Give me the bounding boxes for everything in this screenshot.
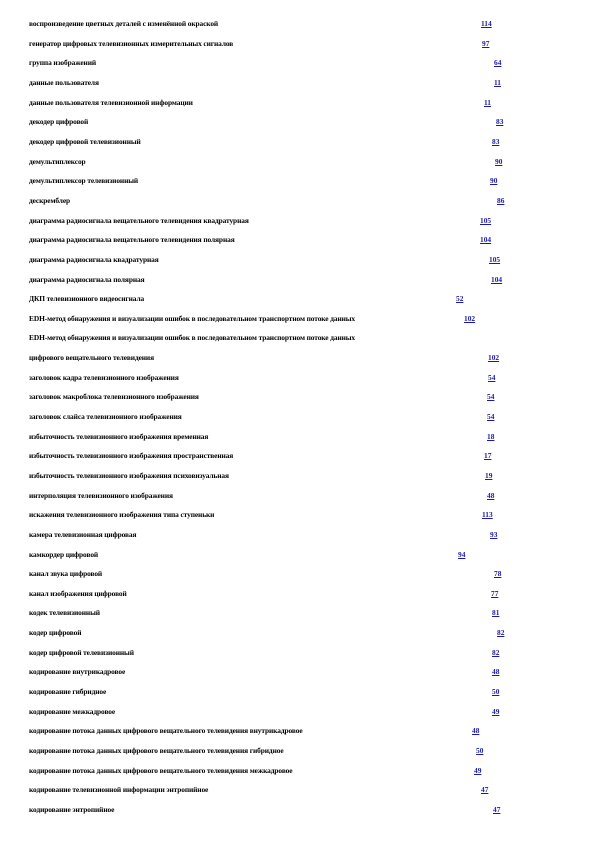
index-entry [0,233,595,247]
index-term: кодирование потока данных цифрового вещательного телевидения гибридное [29,746,284,755]
index-entry [0,567,595,581]
index-entry [0,155,595,169]
index-entry [0,803,595,817]
page-number-link[interactable]: 78 [494,569,502,578]
page-number-link[interactable]: 49 [474,766,482,775]
page-number-link[interactable]: 83 [492,137,500,146]
page-number-link[interactable]: 82 [497,628,505,637]
page-number-link[interactable]: 113 [482,510,493,519]
index-entry [0,96,595,110]
index-term: диаграмма радиосигнала полярная [29,275,145,284]
index-entry [0,764,595,778]
index-entry [0,685,595,699]
index-term: кодер цифровой телевизионный [29,648,134,657]
page-number-link[interactable]: 102 [464,314,476,323]
page-number-link[interactable]: 11 [494,78,501,87]
index-term: кодек телевизионный [29,608,100,617]
page-number-link[interactable]: 47 [493,805,501,814]
page-number-link[interactable]: 18 [487,432,495,441]
page-number-link[interactable]: 83 [496,117,504,126]
index-entry [0,548,595,562]
index-term: декодер цифровой [29,117,89,126]
index-entry [0,371,595,385]
page-number-link[interactable]: 49 [492,707,500,716]
page-number-link[interactable]: 90 [495,157,503,166]
page-number-link[interactable]: 105 [489,255,501,264]
index-term: диаграмма радиосигнала квадратурная [29,255,159,264]
index-entry [0,410,595,424]
index-entry [0,37,595,51]
index-term: избыточность телевизионного изображения временная [29,432,209,441]
page-number-link[interactable]: 52 [456,294,464,303]
page-number-link[interactable]: 94 [458,550,466,559]
page-number-link[interactable]: 47 [481,785,489,794]
index-entry [0,312,595,326]
index-entry [0,331,595,345]
index-term: кодирование внутрикадровое [29,667,126,676]
index-entry [0,56,595,70]
index-term: ДКП телевизионного видеосигнала [29,294,145,303]
index-term: цифрового вещательного телевидения [29,353,154,362]
index-term: заголовок макроблока телевизионного изображения [29,392,199,401]
index-term: диаграмма радиосигнала вещательного телевидения квадратурная [29,216,249,225]
index-term: заголовок кадра телевизионного изображения [29,373,179,382]
index-entry [0,214,595,228]
index-entry [0,705,595,719]
index-entry [0,390,595,404]
index-entry [0,665,595,679]
index-entry [0,430,595,444]
index-entry [0,489,595,503]
index-term: камкордер цифровой [29,550,99,559]
index-term: избыточность телевизионного изображения психовизуальная [29,471,229,480]
index-entry [0,351,595,365]
index-term: кодер цифровой [29,628,82,637]
page-number-link[interactable]: 104 [491,275,503,284]
page-number-link[interactable]: 90 [490,176,498,185]
index-term: генератор цифровых телевизионных измерительных сигналов [29,39,234,48]
index-term: кодирование потока данных цифрового вещательного телевидения межкадровое [29,766,293,775]
index-entry [0,76,595,90]
index-term: демультиплексор телевизионный [29,176,139,185]
index-term: декодер цифровой телевизионный [29,137,141,146]
page-number-link[interactable]: 54 [487,392,495,401]
index-entry [0,449,595,463]
index-entry [0,606,595,620]
page-number-link[interactable]: 93 [490,530,498,539]
page-number-link[interactable]: 48 [487,491,495,500]
page-number-link[interactable]: 102 [488,353,500,362]
page-number-link[interactable]: 11 [484,98,491,107]
index-entry [0,508,595,522]
page-number-link[interactable]: 64 [494,58,502,67]
index-term: канал изображения цифровой [29,589,127,598]
index-term: интерполяция телевизионного изображения [29,491,173,500]
index-entry [0,292,595,306]
index-entry [0,587,595,601]
index-term: диаграмма радиосигнала вещательного телевидения полярная [29,235,235,244]
index-term: избыточность телевизионного изображения пространственная [29,451,234,460]
index-entry [0,174,595,188]
index-term: канал звука цифровой [29,569,103,578]
page-number-link[interactable]: 50 [476,746,484,755]
index-term: кодирование потока данных цифрового вещательного телевидения внутрикадровое [29,726,303,735]
index-term: EDH-метод обнаружения и визуализации ошибок в последовательном транспортном потоке данных [29,333,356,342]
page-number-link[interactable]: 17 [484,451,492,460]
index-entry [0,115,595,129]
page-number-link[interactable]: 86 [497,196,505,205]
page-number-link[interactable]: 48 [472,726,480,735]
index-entry [0,744,595,758]
index-term: кодирование телевизионной информации энтропийное [29,785,209,794]
index-entry [0,783,595,797]
page-number-link[interactable]: 114 [481,19,492,28]
index-term: группа изображений [29,58,97,67]
index-term: данные пользователя телевизионной информации [29,98,193,107]
index-entry [0,528,595,542]
index-entry [0,646,595,660]
index-term: кодирование гибридное [29,687,107,696]
index-entry [0,626,595,640]
index-entry [0,253,595,267]
page-number-link[interactable]: 81 [492,608,500,617]
index-term: воспроизведение цветных деталей с изменённой окраской [29,19,219,28]
index-entry [0,17,595,31]
page-number-link[interactable]: 54 [487,412,495,421]
page-number-link[interactable]: 97 [482,39,490,48]
index-entry [0,273,595,287]
index-entry [0,135,595,149]
page-number-link[interactable]: 19 [485,471,493,480]
index-term: демультиплексор [29,157,86,166]
page-number-link[interactable]: 54 [488,373,496,382]
page-number-link[interactable]: 82 [492,648,500,657]
index-term: камера телевизионная цифровая [29,530,137,539]
index-term: кодирование энтропийное [29,805,115,814]
page-number-link[interactable]: 77 [491,589,499,598]
index-term: EDH-метод обнаружения и визуализации ошибок в последовательном транспортном потоке данных [29,314,356,323]
index-term: заголовок слайса телевизионного изображения [29,412,182,421]
index-term: дескремблер [29,196,71,205]
index-term: данные пользователя [29,78,99,87]
page-number-link[interactable]: 104 [480,235,492,244]
index-term: искажения телевизионного изображения типа ступеньки [29,510,215,519]
page-number-link[interactable]: 50 [492,687,500,696]
page-number-link[interactable]: 48 [492,667,500,676]
index-term: кодирование межкадровое [29,707,116,716]
index-entry [0,724,595,738]
index-entry [0,194,595,208]
index-entry [0,469,595,483]
page-number-link[interactable]: 105 [480,216,492,225]
